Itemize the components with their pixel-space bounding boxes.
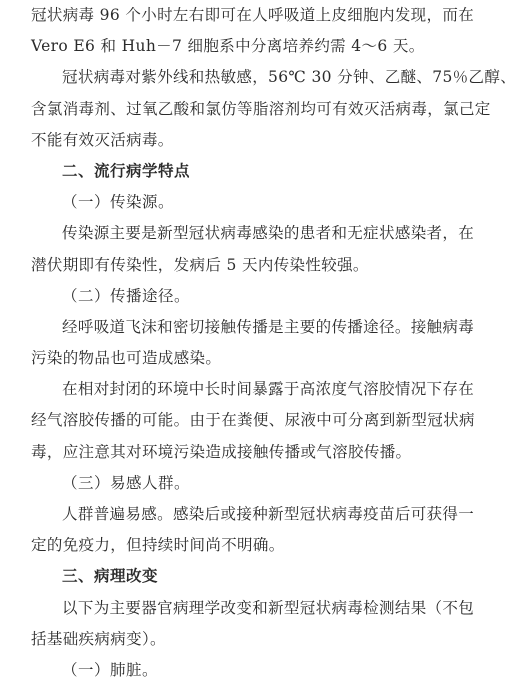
subsection-heading: （一）肺脏。	[62, 661, 159, 679]
paragraph-line: 定的免疫力，但持续时间尚不明确。	[31, 536, 285, 554]
paragraph-line: Vero E6 和 Huh－7 细胞系中分离培养约需 4～6 天。	[31, 37, 425, 55]
paragraph-line: 潜伏期即有传染性，发病后 5 天内传染性较强。	[31, 256, 369, 274]
subsection-heading: （三）易感人群。	[62, 474, 191, 492]
paragraph-line: 冠状病毒对紫外线和热敏感，56℃ 30 分钟、乙醚、75％乙醇、	[62, 68, 517, 86]
paragraph-line: 经呼吸道飞沫和密切接触传播是主要的传播途径。接触病毒	[62, 318, 475, 336]
section-heading: 二、流行病学特点	[62, 162, 191, 180]
paragraph-line: 含氯消毒剂、过氧乙酸和氯仿等脂溶剂均可有效灭活病毒，氯己定	[31, 100, 491, 118]
paragraph-line: 在相对封闭的环境中长时间暴露于高浓度气溶胶情况下存在	[62, 380, 475, 398]
paragraph-line: 冠状病毒 96 个小时左右即可在人呼吸道上皮细胞内发现，而在	[31, 6, 475, 24]
paragraph-line: 以下为主要器官病理学改变和新型冠状病毒检测结果（不包	[62, 599, 475, 617]
subsection-heading: （二）传播途径。	[62, 287, 191, 305]
section-heading: 三、病理改变	[62, 567, 159, 585]
paragraph-line: 经气溶胶传播的可能。由于在粪便、尿液中可分离到新型冠状病	[31, 411, 475, 429]
paragraph-line: 毒，应注意其对环境污染造成接触传播或气溶胶传播。	[31, 443, 412, 461]
paragraph-line: 传染源主要是新型冠状病毒感染的患者和无症状感染者，在	[62, 224, 475, 242]
paragraph-line: 人群普遍易感。感染后或接种新型冠状病毒疫苗后可获得一	[62, 505, 475, 523]
subsection-heading: （一）传染源。	[62, 193, 175, 211]
paragraph-line: 括基础疾病病变）。	[31, 630, 166, 648]
paragraph-line: 不能有效灭活病毒。	[31, 131, 174, 149]
paragraph-line: 污染的物品也可造成感染。	[31, 349, 222, 367]
